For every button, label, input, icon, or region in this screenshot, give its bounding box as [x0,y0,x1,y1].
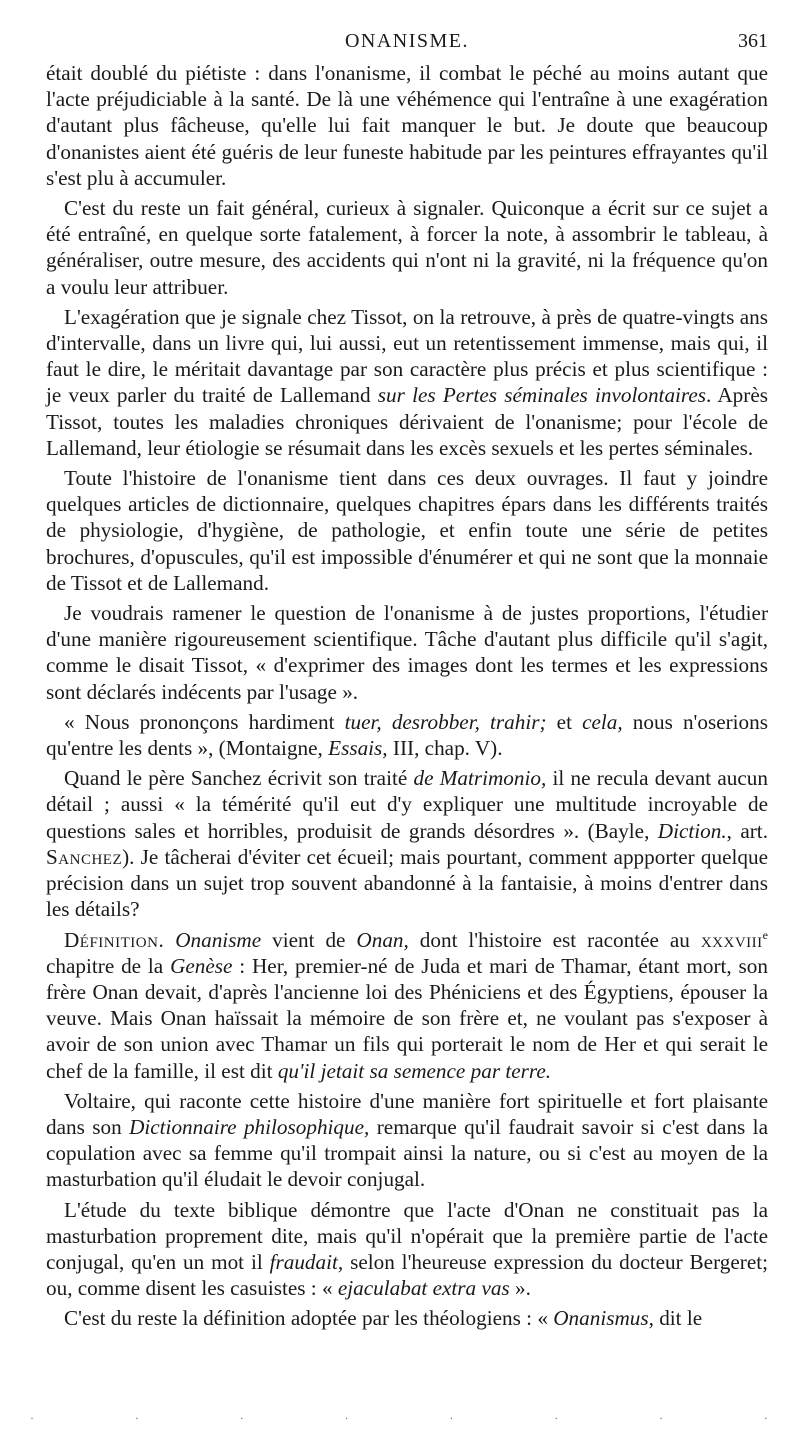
scan-mark: · [344,1411,351,1425]
term-onan: Onan, [356,927,409,952]
paragraph-4-text: Toute l'histoire de l'onanisme tient dans ces deux ouvrages. Il faut y joindre quelques articles de dictionnaire, quelques chapitres épars dans les différents traités de physiologie, d'hygiène, de pathologie, et enfin toute une série de petites brochures, d'opuscules, qu'il est impossible d'énumérer et qui ne sont que la monnaie de Tissot et de Lallemand. [46,466,768,595]
paragraph-7-text: il ne recula devant aucun détail ; aussi « la témérité qu'il eut d'y expliquer une multitude incroyable de questions sales et horribles, produisit de grands désordres ». (Bayle, [46,766,768,843]
paragraph-7-text: , art. [726,818,768,843]
article-sanchez: Sanchez [46,844,123,869]
scan-mark: · [659,1411,666,1425]
italic-phrase-semence: qu'il jetait sa semence par terre. [277,1058,552,1083]
paragraph-3-text-end: . Après Tissot, toutes les maladies chroniques dérivaient de l'onanisme; pour l'école de Lallemand, leur étiologie se résumait dans les excès sexuels et les pertes séminales. [46,383,768,460]
paragraph-8-definition [46,927,768,1084]
quote-text: et [546,709,583,734]
paragraph-8-text: : Her, premier-né de Juda et mari de Thamar, étant mort, son frère Onan devait, d'après l'ancienne loi des Phéniciens et des Égyptiens, épouser la veuve. Mais Onan haïssait la mémoire de son frère et, ne voulant pas s'exposer à avoir de son union avec Thamar un fils qui porterait le nom de Her et qui serait le chef de la famille, il est dit [46,953,768,1083]
quote-italic-cela: cela, [582,709,623,734]
book-title-genese: Genèse [170,953,233,978]
paragraph-3-text: L'exagération que je signale chez Tissot, on la retrouve, à près de quatre-vingts ans d'intervalle, dans un livre qui, lui aussi, eut un retentissement immense, mais qui, il faut le dire, le méritait davantage par son caractère plus précis et plus scientifique : je veux parler du traité de Lallemand [46,304,768,408]
paragraph-3 [46,304,768,461]
paragraph-9-text: Voltaire, qui raconte cette histoire d'une manière fort spirituelle et fort plaisante dans son [46,1088,768,1139]
paragraph-9-text: remarque qu'il faudrait savoir si c'est dans la copulation avec sa femme qu'il trompait ainsi la nature, ou si c'est au moyen de la masturbation qu'il éludait le devoir conjugal. [46,1114,768,1192]
page-number: 361 [738,30,768,52]
paragraph-1 [46,60,768,191]
quote-text: III, chap. V). [387,736,503,761]
body-text [46,60,768,1336]
book-title-pertes-seminales: sur les Pertes séminales involontaires [377,383,707,408]
paragraph-10-text: ». [509,1276,531,1301]
paragraph-7 [46,765,768,922]
book-title-essais: Essais, [328,736,388,761]
scan-artifact-marks [30,1411,770,1425]
paragraph-2 [46,195,768,300]
book-title-diction: Diction. [657,818,727,843]
paragraph-2-text: C'est du reste un fait général, curieux à signaler. Quiconque a écrit sur ce sujet a été entraîné, en quelque sorte fatalement, à forcer la note, à assombrir le tableau, à généraliser, outre mesure, des accidents qui n'ont ni la gravité, ni la fréquence qu'on a voulu leur attribuer. [46,196,768,299]
latin-phrase: ejaculabat extra vas [337,1276,510,1301]
latin-term-onanismus: Onanismus, [553,1306,654,1331]
scan-mark: · [134,1411,141,1425]
paragraph-10-text: selon l'heureuse expression du docteur Bergeret; ou, comme disent les casuistes : « [46,1249,768,1301]
paragraph-11-text: C'est du reste la définition adoptée par les théologiens : « [64,1306,554,1331]
ordinal-superscript: e [762,927,768,942]
paragraph-7-text: ). Je tâcherai d'éviter cet écueil; mais pourtant, comment appporter quelque précision dans un sujet trop souvent abandonné à la fantaisie, à moins d'entrer dans les détails? [46,844,768,922]
scan-mark: · [763,1411,770,1425]
paragraph-8-text: chapitre de la [46,953,171,978]
paragraph-10 [46,1197,768,1302]
paragraph-6-montaigne-quote [46,709,768,761]
book-title-de-matrimonio: de Matrimonio, [413,766,547,791]
paragraph-7-text: Quand le père Sanchez écrivit son traité [64,766,414,791]
running-head [46,30,768,58]
paragraph-5 [46,600,768,705]
spacer [164,928,175,952]
paragraph-11 [46,1305,768,1331]
paragraph-8-text: dont l'histoire est racontée au [408,927,701,952]
italic-fraudait: fraudait, [269,1249,344,1274]
book-title-dictionnaire-philosophique: Dictionnaire philosophique, [129,1114,370,1139]
scan-mark: · [239,1411,246,1425]
section-heading-definition: Définition. [64,927,165,952]
paragraph-4 [46,465,768,596]
quote-text: nous n'oserions qu'entre les dents », (Montaigne, [46,709,768,761]
scan-mark: · [30,1411,36,1425]
paragraph-9 [46,1088,768,1193]
running-title: ONANISME. [344,30,470,52]
quote-italic-verbs: tuer, desrobber, trahir; [344,709,547,734]
paragraph-5-text: Je voudrais ramener le question de l'onanisme à de justes proportions, l'étudier d'une manière rigoureusement scientifique. Tâche d'autant plus difficile qu'il s'agit, comme le disait Tissot, « d'exprimer des images dont les termes et les expressions sont déclarés indécents par l'usage ». [46,601,768,704]
chapter-roman-numeral: xxxviii [700,927,763,952]
paragraph-1-text: était doublé du piétiste : dans l'onanisme, il combat le péché au moins autant que l'acte préjudiciable à la santé. De là une véhémence qui l'entraîne à une exagération d'autant plus fâcheuse, qu'elle lui fait manquer le but. Je doute que beaucoup d'onanistes aient été guéris de leur funeste habitude par les peintures effrayantes qu'il s'est plu à accumuler. [46,61,768,190]
paragraph-11-text: dit le [653,1306,703,1331]
paragraph-8-text: vient de [261,927,357,952]
quote-text: « Nous prononçons hardiment [64,709,345,734]
paragraph-10-text: L'étude du texte biblique démontre que l'acte d'Onan ne constituait pas la masturbation proprement dite, mais qu'il n'opérait que la première partie de l'acte conjugal, qu'en un mot il [46,1197,768,1274]
scan-mark: · [554,1411,561,1425]
scan-mark: · [449,1411,456,1425]
term-onanisme: Onanisme [175,927,262,952]
